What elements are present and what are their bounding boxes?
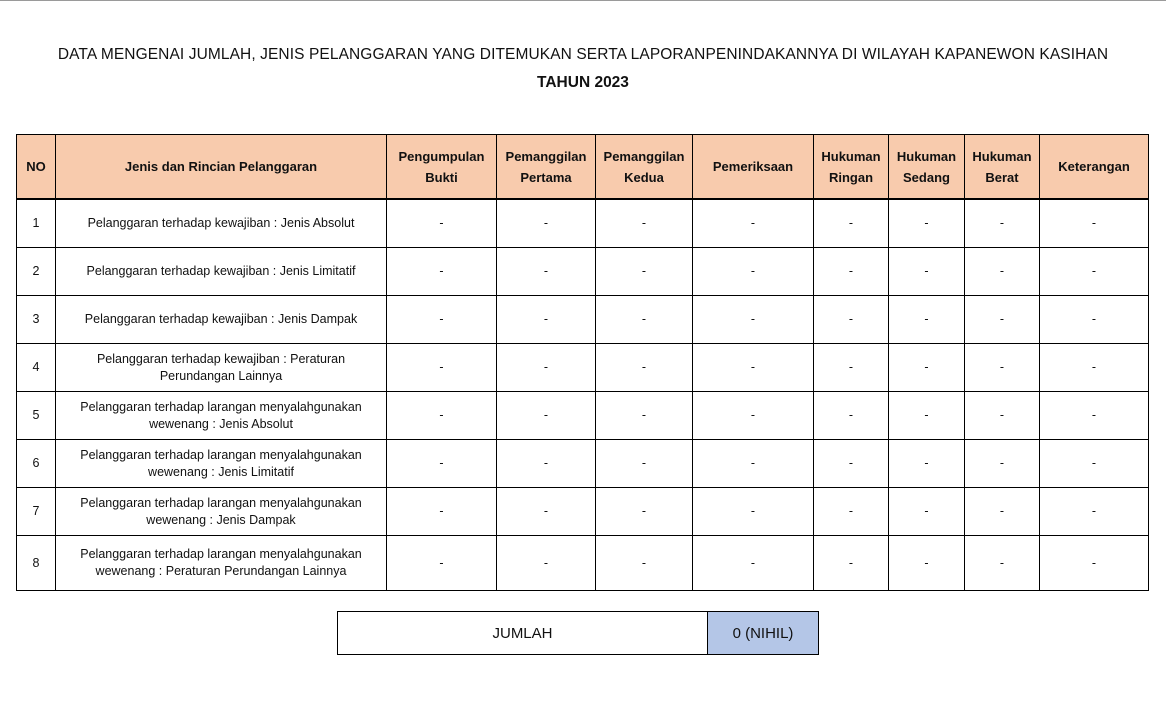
violation-description	[56, 296, 387, 344]
row-number: 7	[17, 488, 56, 536]
total-label: JUMLAH	[338, 612, 708, 655]
value-cell: -	[693, 536, 814, 591]
table-row	[17, 392, 1149, 440]
top-border-line	[0, 0, 1166, 1]
header-hukuman-berat: Hukuman Berat	[965, 135, 1040, 200]
value-cell: -	[814, 296, 889, 344]
value-cell: -	[497, 344, 596, 392]
value-cell: -	[497, 248, 596, 296]
value-cell: -	[596, 199, 693, 248]
value-cell: -	[814, 248, 889, 296]
description-line: Pelanggaran terhadap kewajiban : Jenis Absolut	[87, 216, 355, 230]
value-cell: -	[497, 536, 596, 591]
value-cell: -	[596, 248, 693, 296]
total-row	[338, 612, 819, 655]
table-row	[17, 296, 1149, 344]
value-cell: -	[596, 536, 693, 591]
value-cell: -	[387, 536, 497, 591]
row-number: 2	[17, 248, 56, 296]
value-cell: -	[387, 248, 497, 296]
value-cell: -	[596, 344, 693, 392]
value-cell: -	[497, 440, 596, 488]
value-cell: -	[596, 440, 693, 488]
table-row	[17, 440, 1149, 488]
value-cell: -	[889, 296, 965, 344]
value-cell: -	[387, 296, 497, 344]
value-cell: -	[814, 392, 889, 440]
value-cell: -	[965, 488, 1040, 536]
table-row	[17, 248, 1149, 296]
value-cell: -	[814, 344, 889, 392]
violations-table	[16, 134, 1149, 591]
value-cell: -	[1040, 296, 1149, 344]
value-cell: -	[965, 344, 1040, 392]
value-cell: -	[965, 248, 1040, 296]
description-line: Pelanggaran terhadap larangan menyalahgunakan	[80, 399, 362, 414]
value-cell: -	[387, 488, 497, 536]
violation-description	[56, 488, 387, 536]
table-row	[17, 344, 1149, 392]
total-box	[337, 611, 819, 655]
value-cell: -	[497, 488, 596, 536]
row-number: 8	[17, 536, 56, 591]
value-cell: -	[814, 536, 889, 591]
value-cell: -	[596, 488, 693, 536]
description-line: Perundangan Lainnya	[159, 368, 283, 383]
table-row	[17, 199, 1149, 248]
value-cell: -	[1040, 488, 1149, 536]
row-number: 3	[17, 296, 56, 344]
value-cell: -	[1040, 440, 1149, 488]
value-cell: -	[596, 392, 693, 440]
value-cell: -	[693, 344, 814, 392]
value-cell: -	[889, 248, 965, 296]
description-line: wewenang : Jenis Dampak	[146, 512, 296, 527]
description-line: Pelanggaran terhadap larangan menyalahgunakan	[80, 495, 362, 510]
violation-description	[56, 440, 387, 488]
value-cell: -	[889, 536, 965, 591]
description-line: Pelanggaran terhadap kewajiban : Jenis Dampak	[84, 312, 358, 326]
violation-description	[56, 199, 387, 248]
description-line: Pelanggaran terhadap larangan menyalahgunakan	[80, 547, 362, 561]
value-cell: -	[1040, 344, 1149, 392]
page-subtitle: TAHUN 2023	[537, 74, 629, 91]
violation-description	[56, 536, 387, 591]
value-cell: -	[1040, 199, 1149, 248]
value-cell: -	[1040, 392, 1149, 440]
violation-description	[56, 392, 387, 440]
description-line: wewenang : Jenis Limitatif	[148, 464, 294, 479]
value-cell: -	[889, 199, 965, 248]
table-row	[17, 488, 1149, 536]
row-number: 1	[17, 199, 56, 248]
value-cell: -	[814, 488, 889, 536]
row-number: 4	[17, 344, 56, 392]
header-pengumpulan-bukti: Pengumpulan Bukti	[387, 135, 497, 200]
value-cell: -	[965, 536, 1040, 591]
header-hukuman-ringan: Hukuman Ringan	[814, 135, 889, 200]
header-no: NO	[17, 135, 56, 200]
value-cell: -	[814, 199, 889, 248]
header-hukuman-sedang: Hukuman Sedang	[889, 135, 965, 200]
description-line: Pelanggaran terhadap kewajiban : Peraturan	[96, 351, 346, 366]
table-row	[17, 536, 1149, 591]
value-cell: -	[693, 296, 814, 344]
value-cell: -	[814, 440, 889, 488]
value-cell: -	[693, 392, 814, 440]
value-cell: -	[693, 199, 814, 248]
value-cell: -	[497, 392, 596, 440]
value-cell: -	[497, 296, 596, 344]
header-pemeriksaan: Pemeriksaan	[693, 135, 814, 200]
violation-description	[56, 344, 387, 392]
value-cell: -	[387, 392, 497, 440]
page-title: DATA MENGENAI JUMLAH, JENIS PELANGGARAN YANG DITEMUKAN SERTA LAPORANPENINDAKANNYA DI WILAYAH KAPANEWON KASIHAN	[57, 46, 1109, 63]
value-cell: -	[387, 199, 497, 248]
description-line: Pelanggaran terhadap larangan menyalahgunakan	[80, 447, 362, 462]
row-number: 5	[17, 392, 56, 440]
value-cell: -	[497, 199, 596, 248]
value-cell: -	[965, 199, 1040, 248]
value-cell: -	[889, 440, 965, 488]
violation-description	[56, 248, 387, 296]
description-line: Pelanggaran terhadap kewajiban : Jenis Limitatif	[86, 264, 356, 278]
header-jenis: Jenis dan Rincian Pelanggaran	[56, 135, 387, 200]
row-number: 6	[17, 440, 56, 488]
header-pemanggilan-kedua: Pemanggilan Kedua	[596, 135, 693, 200]
total-value: 0 (NIHIL)	[708, 612, 819, 655]
value-cell: -	[965, 392, 1040, 440]
header-pemanggilan-pertama: Pemanggilan Pertama	[497, 135, 596, 200]
value-cell: -	[965, 296, 1040, 344]
description-line: wewenang : Jenis Absolut	[149, 416, 293, 431]
header-keterangan: Keterangan	[1040, 135, 1149, 200]
value-cell: -	[693, 440, 814, 488]
value-cell: -	[889, 392, 965, 440]
value-cell: -	[693, 248, 814, 296]
value-cell: -	[965, 440, 1040, 488]
value-cell: -	[596, 296, 693, 344]
value-cell: -	[889, 344, 965, 392]
value-cell: -	[387, 344, 497, 392]
value-cell: -	[387, 440, 497, 488]
description-line: wewenang : Peraturan Perundangan Lainnya	[95, 564, 347, 578]
value-cell: -	[889, 488, 965, 536]
value-cell: -	[1040, 248, 1149, 296]
value-cell: -	[1040, 536, 1149, 591]
value-cell: -	[693, 488, 814, 536]
table-header-row	[17, 135, 1149, 200]
table-body	[17, 199, 1149, 591]
